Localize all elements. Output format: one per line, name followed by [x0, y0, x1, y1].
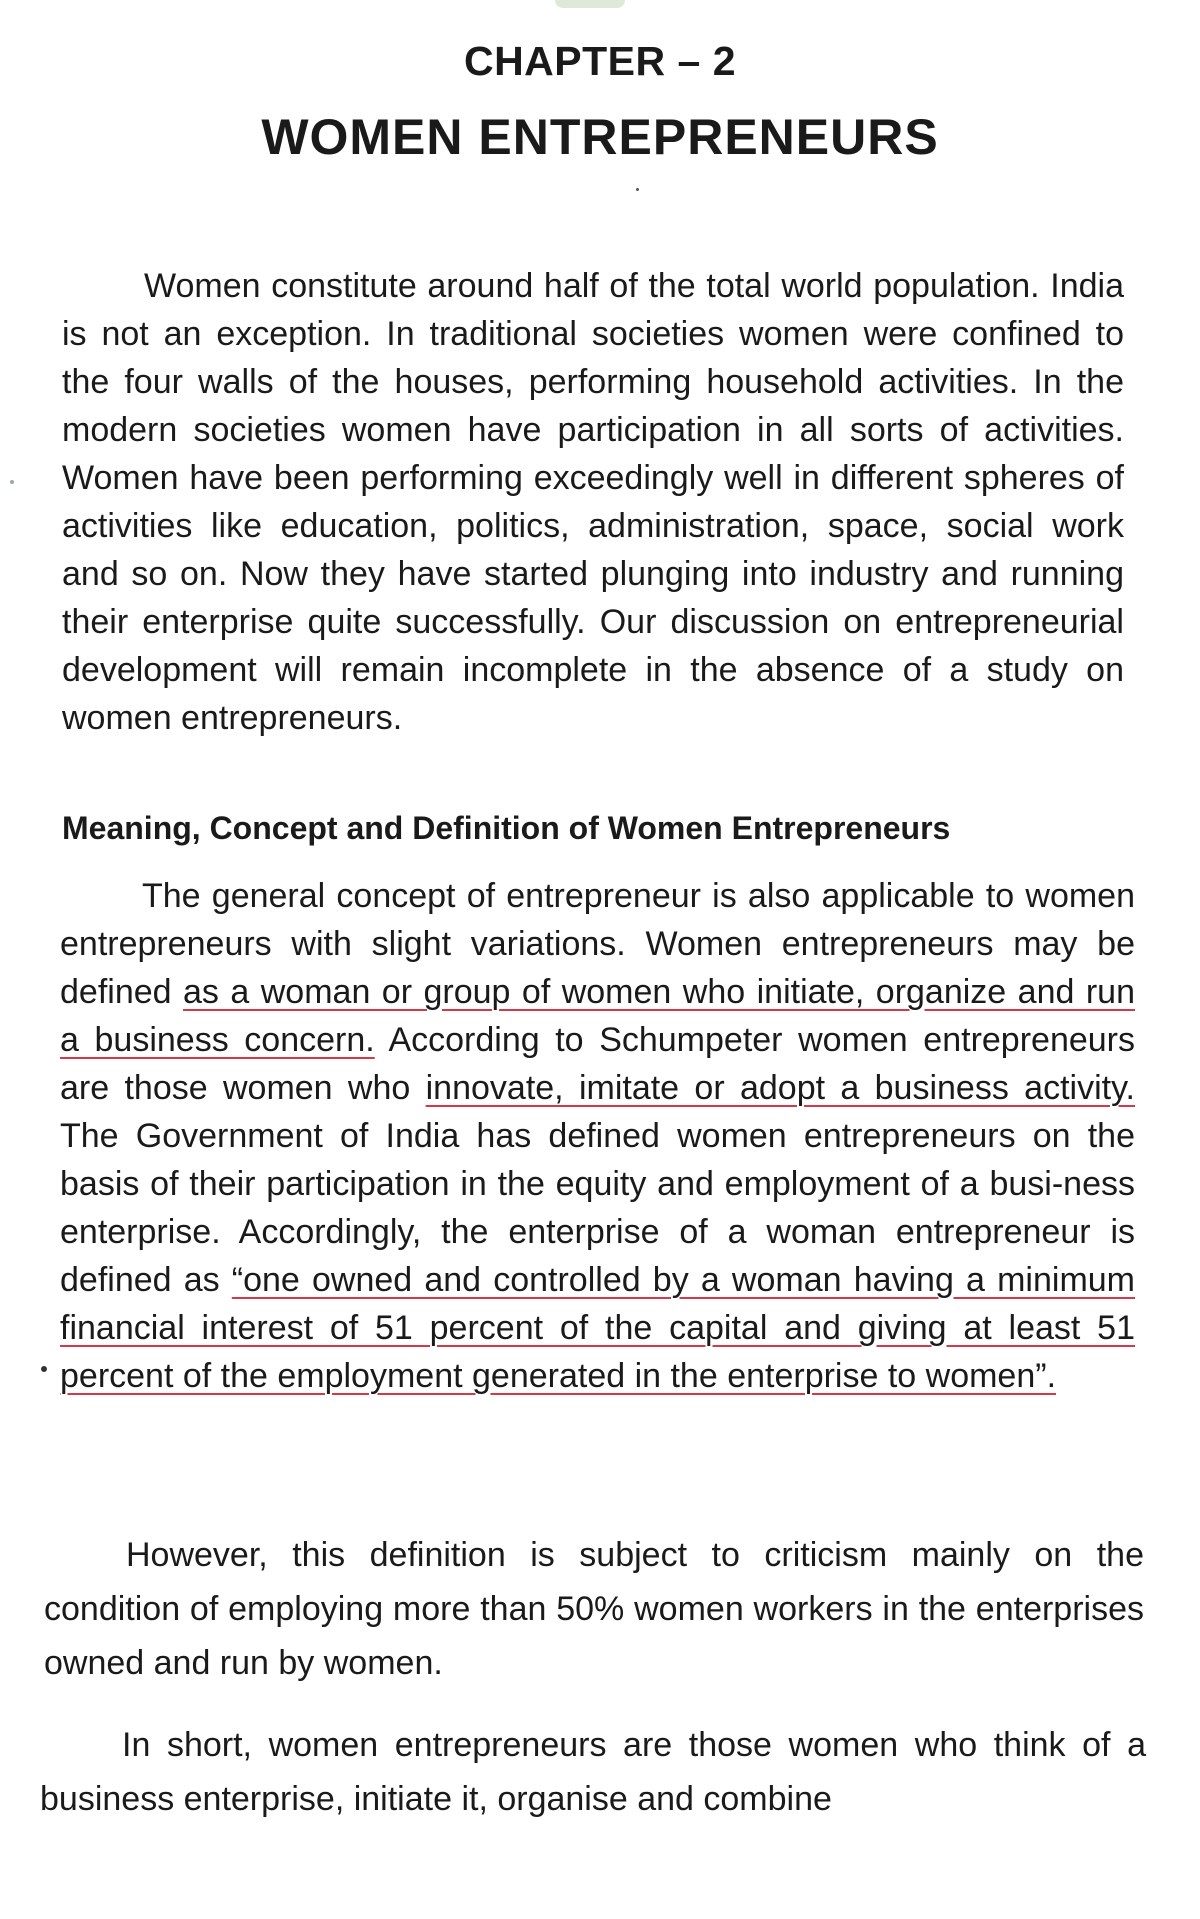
section-heading: Meaning, Concept and Definition of Women Entrepreneurs	[62, 810, 951, 846]
paragraph-text: According to Schumpeter women entrepreneurs are those women who	[60, 1021, 1135, 1107]
paragraph-text: However, this definition is subject to criticism mainly on the condition of employing more than 50% women workers in the enterprises owned and run by women.	[44, 1536, 1144, 1682]
underlined-text: as a woman or group of women who initiate, organize and run a business concern.	[60, 973, 1136, 1059]
underlined-text: “one owned and controlled by a woman having a minimum financial interest of 51 percent of the capital and giving at least 51 percent of the employment generated in the enterprise to women”.	[60, 1261, 1135, 1395]
paragraph-text: Women constitute around half of the total world population. India is not an exception. In traditional societies women were confined to the four walls of the houses, performing household activities. In the modern societies women have participation in all sorts of activities. Women have been performing exceedingly well in different spheres of activities like education, politics, administration, space, social work and so on. Now they have started plunging into industry and running their enterprise quite successfully. Our discussion on entrepreneurial development will remain incomplete in the absence of a study on women entrepreneurs.	[62, 267, 1124, 737]
underlined-text: innovate, imitate or adopt a business activity.	[425, 1069, 1135, 1107]
page-smudge	[555, 0, 625, 8]
chapter-title: WOMEN ENTREPRENEURS	[261, 109, 939, 165]
paragraph-definition	[60, 872, 1135, 1400]
paragraph-text: In short, women entrepreneurs are those women who think of a business enterprise, initiate it, organise and combine	[40, 1726, 1146, 1818]
margin-mark	[10, 480, 14, 484]
paragraph-intro	[62, 262, 1124, 742]
paragraph-text: The general concept of entrepreneur is also applicable to women entrepreneurs with slight variations. Women entrepreneurs may be defined	[60, 877, 1135, 1011]
margin-mark	[41, 1366, 47, 1372]
stray-mark	[636, 188, 639, 191]
paragraph-summary	[40, 1718, 1146, 1826]
paragraph-criticism	[44, 1528, 1144, 1690]
paragraph-text: The Government of India has defined women entrepreneurs on the basis of their participation in the equity and employment of a busi-ness enterprise. Accordingly, the enterprise of a woman entrepreneur is defined as	[60, 1117, 1135, 1299]
chapter-label: CHAPTER – 2	[463, 38, 737, 84]
